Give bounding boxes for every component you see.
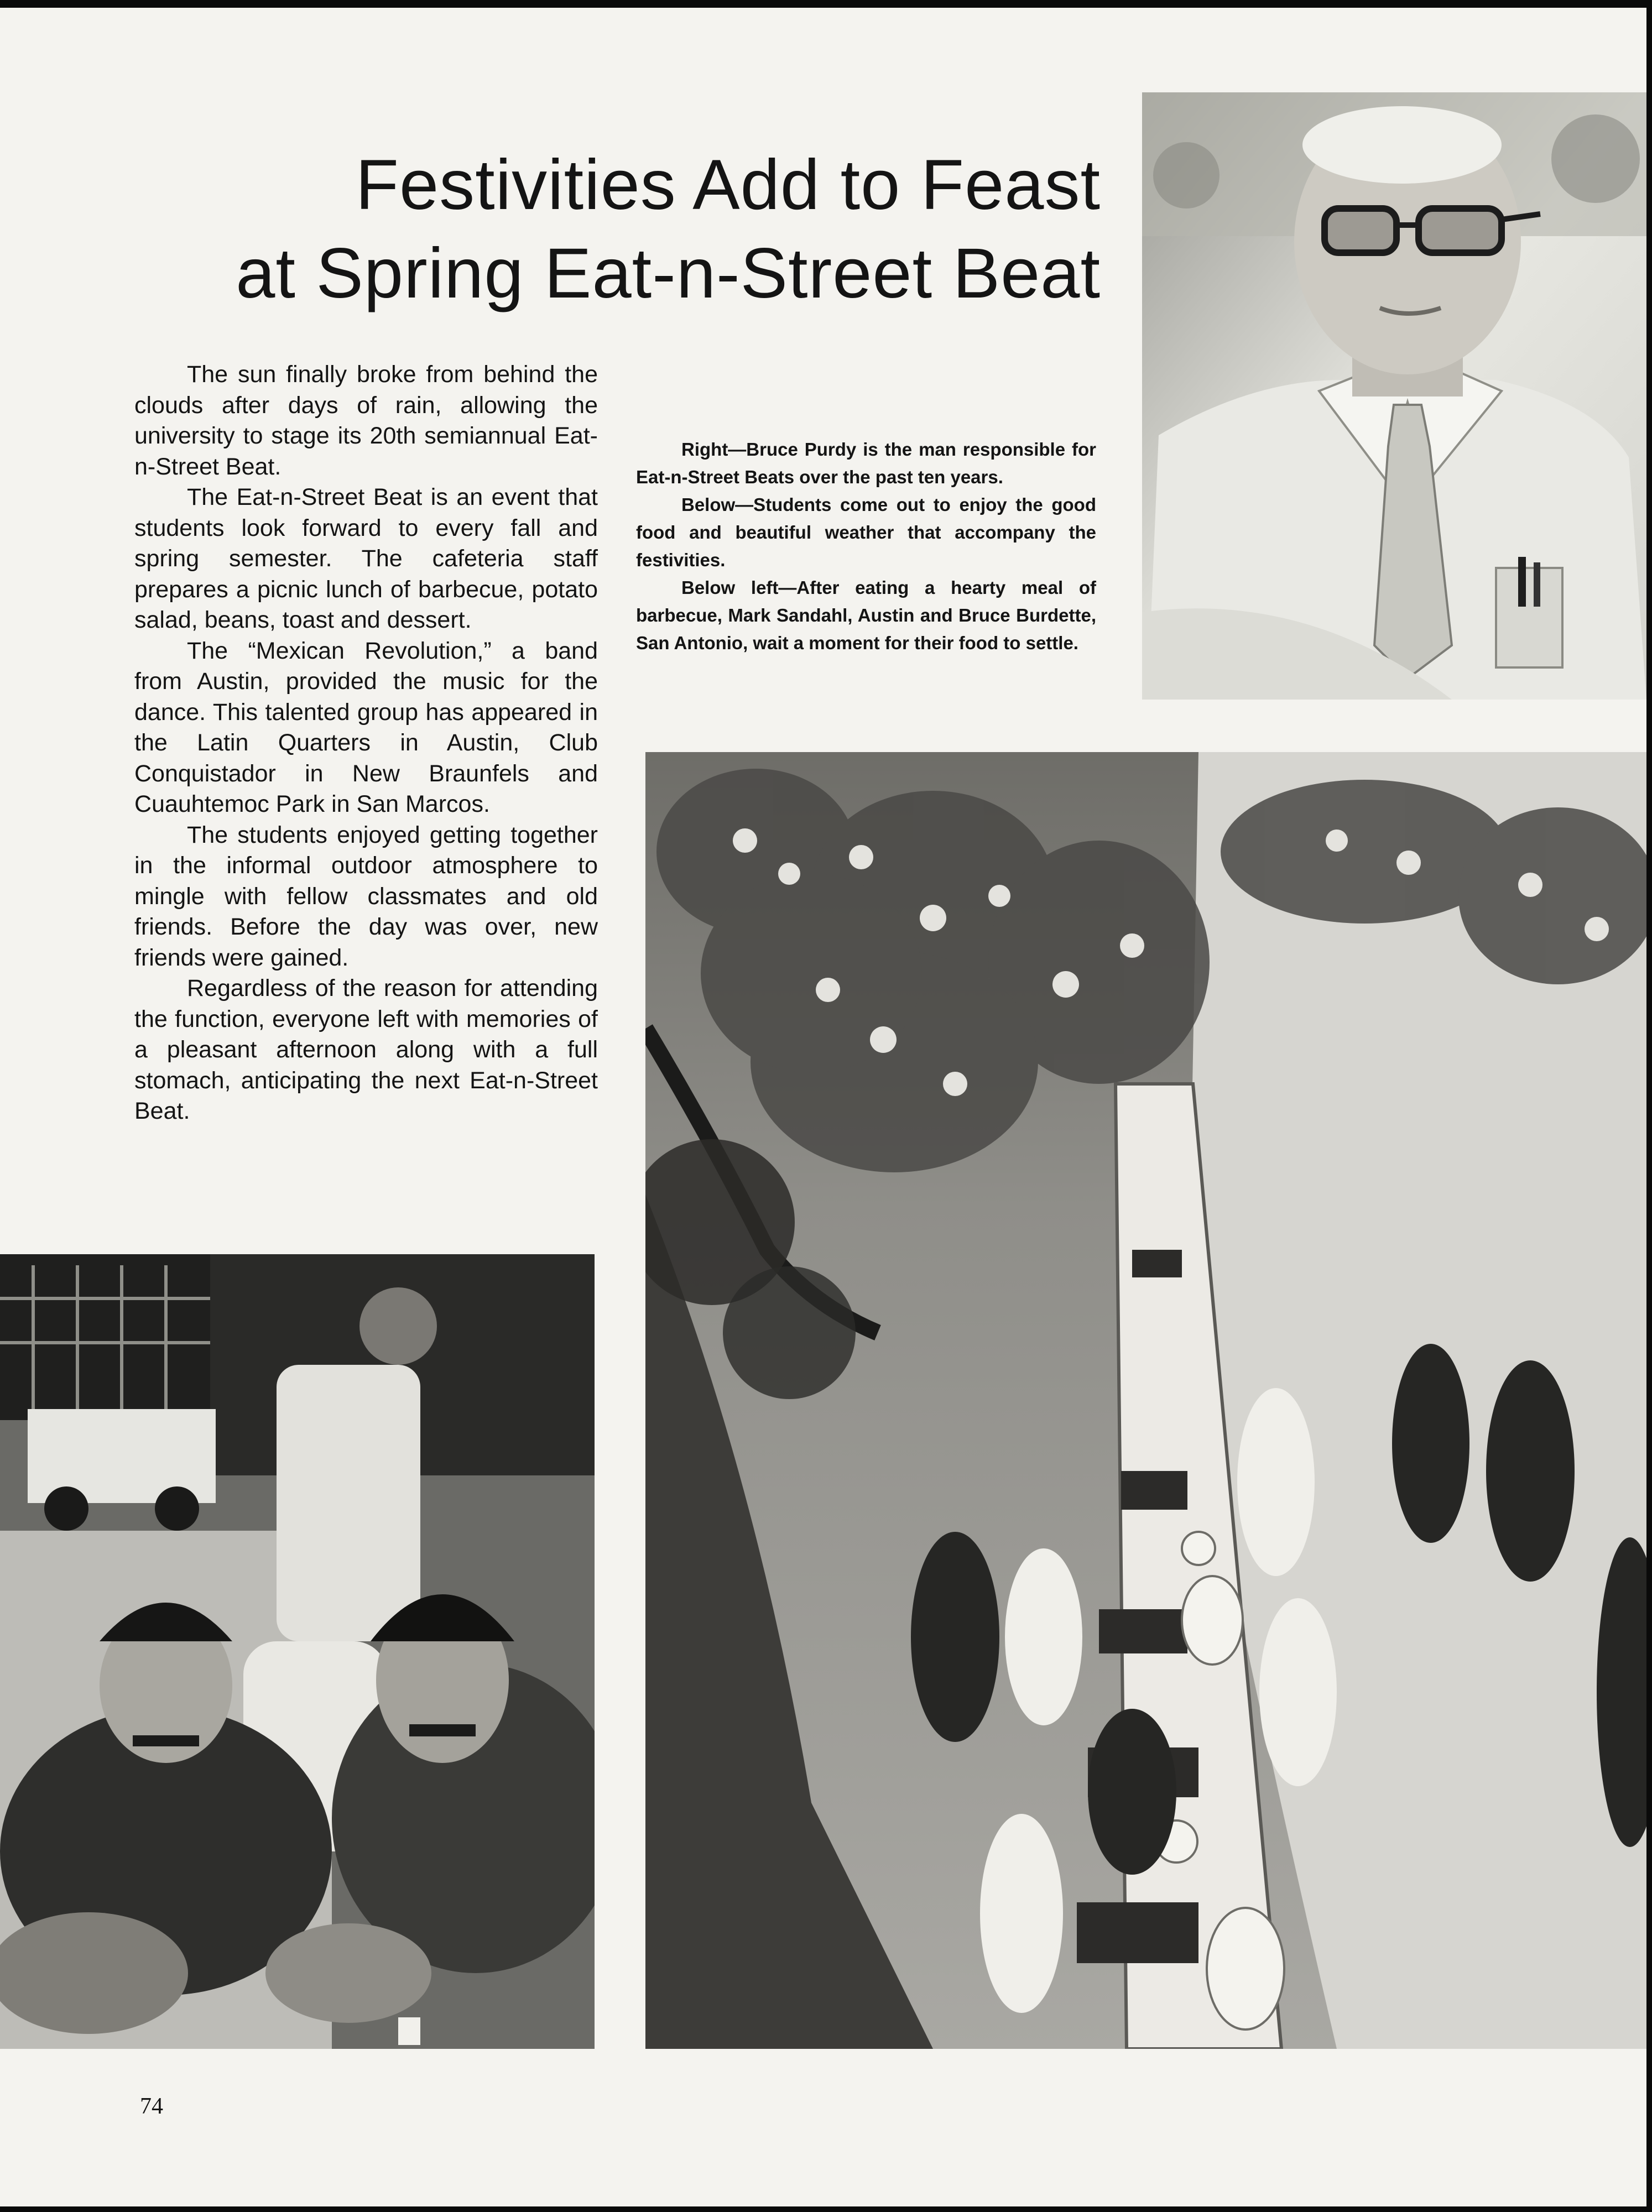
page-border-bottom bbox=[0, 2206, 1652, 2212]
caption-right: Right—Bruce Purdy is the man responsible for Eat-n-Street Beats over the past ten years. bbox=[636, 439, 1096, 487]
article-body bbox=[134, 359, 598, 1127]
body-paragraph: The students enjoyed getting together in the informal outdoor atmosphere to mingle with fellow classmates and old friends. Before the day was over, new friends were gained. bbox=[134, 821, 598, 971]
body-paragraph: Regardless of the reason for attending the function, everyone left with memories of a pleasant afternoon along with a full stomach, anticipating the next Eat-n-Street Beat. bbox=[134, 975, 598, 1124]
crowd-serving-line-photo bbox=[645, 752, 1646, 2049]
caption-below: Below—Students come out to enjoy the good food and beautiful weather that accompany the festivities. bbox=[636, 494, 1096, 570]
body-paragraph: The “Mexican Revolution,” a band from Austin, provided the music for the dance. This talented group has appeared in the Latin Quarters in Austin, Club Conquistador in New Braunfels and Cuauhtemoc Park in San Marcos. bbox=[134, 637, 598, 817]
body-paragraph: The Eat-n-Street Beat is an event that students look forward to every fall and spring semester. The cafeteria staff prepares a picnic lunch of barbecue, potato salad, beans, toast and dessert. bbox=[134, 484, 598, 633]
page-headline bbox=[138, 141, 1101, 318]
photo-captions bbox=[636, 436, 1096, 657]
headline-line-2: at Spring Eat-n-Street Beat bbox=[236, 234, 1101, 313]
seated-students-photo bbox=[0, 1254, 595, 2049]
page-border-right bbox=[1646, 0, 1652, 2212]
caption-below-left: Below left—After eating a hearty meal of barbecue, Mark Sandahl, Austin and Bruce Burdette, San Antonio, wait a moment for their food to settle. bbox=[636, 577, 1096, 653]
headline-line-1: Festivities Add to Feast bbox=[355, 145, 1101, 225]
page-number: 74 bbox=[140, 2094, 163, 2119]
page-border-top bbox=[0, 0, 1652, 8]
portrait-photo bbox=[1142, 92, 1646, 700]
body-paragraph: The sun finally broke from behind the clouds after days of rain, allowing the university to stage its 20th semiannual Eat-n-Street Beat. bbox=[134, 361, 598, 480]
